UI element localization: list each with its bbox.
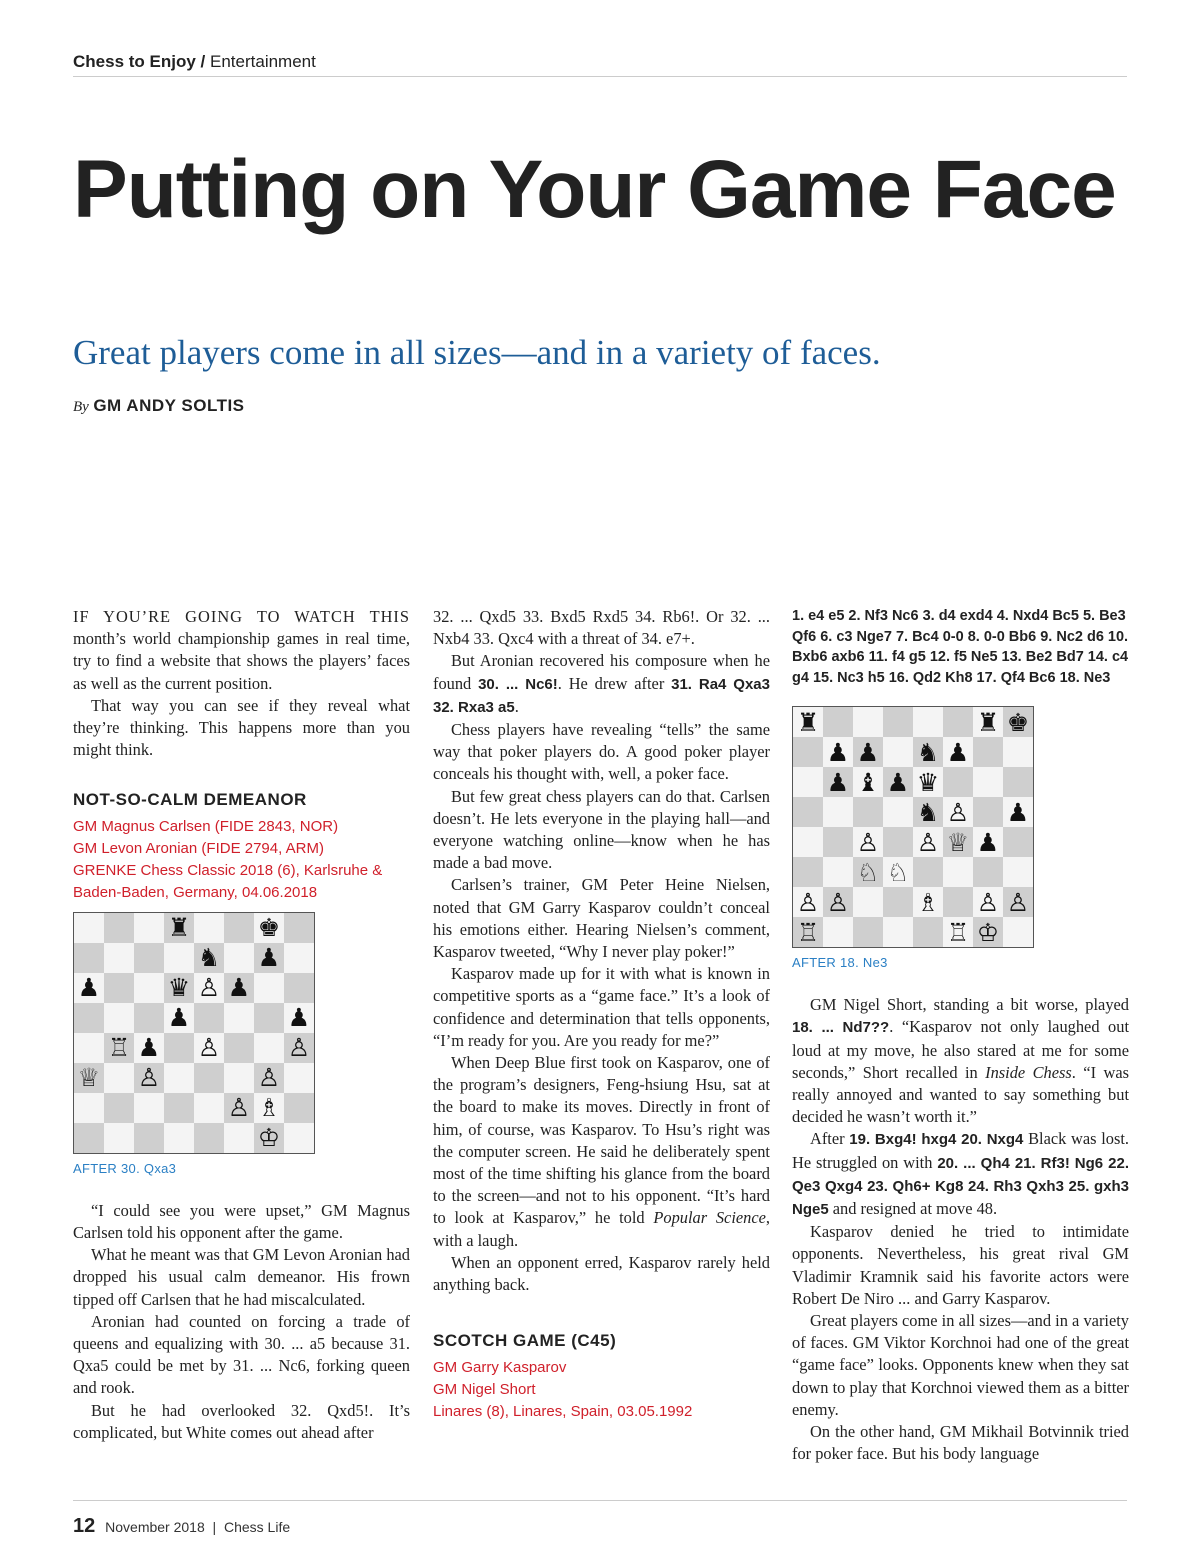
black-rook-icon: ♜ xyxy=(167,913,191,943)
footer-separator: | xyxy=(212,1519,217,1535)
section-name: Chess to Enjoy xyxy=(73,52,196,71)
board-square xyxy=(823,827,853,857)
black-pawn-icon: ♟ xyxy=(287,1003,311,1033)
lead-in: IF YOU’RE GOING TO WATCH THIS xyxy=(73,607,410,626)
paragraph: 32. ... Qxd5 33. Bxd5 Rxd5 34. Rb6!. Or 32. ... Nxb4 33. Qxc4 with a threat of 34. e7+. xyxy=(433,607,770,649)
section-header xyxy=(73,52,1127,77)
paragraph xyxy=(73,606,410,695)
board-square xyxy=(164,913,194,943)
paragraph xyxy=(792,1128,1129,1221)
board-square xyxy=(853,887,883,917)
board-square xyxy=(943,857,973,887)
board-square xyxy=(104,1003,134,1033)
publication-title: Inside Chess xyxy=(985,1062,1072,1082)
board-square xyxy=(194,1093,224,1123)
chess-diagram xyxy=(73,912,315,1154)
board-square xyxy=(254,1093,284,1123)
white-pawn-icon: ♙ xyxy=(826,887,850,917)
board-square xyxy=(284,1123,314,1153)
board-square xyxy=(973,827,1003,857)
board-square xyxy=(104,1123,134,1153)
board-square xyxy=(104,913,134,943)
board-square xyxy=(164,1093,194,1123)
black-pawn-icon: ♟ xyxy=(976,827,1000,857)
board-square xyxy=(883,797,913,827)
board-square xyxy=(913,857,943,887)
black-pawn-icon: ♟ xyxy=(886,767,910,797)
board-square xyxy=(104,1093,134,1123)
board-square xyxy=(164,973,194,1003)
board-square xyxy=(284,913,314,943)
move-text: 18. ... Nd7?? xyxy=(792,1019,890,1037)
column-2 xyxy=(433,606,770,1423)
black-pawn-icon: ♟ xyxy=(227,973,251,1003)
board-square xyxy=(254,1003,284,1033)
white-king-icon: ♔ xyxy=(976,917,1000,947)
black-pawn-icon: ♟ xyxy=(1006,797,1030,827)
board-square xyxy=(973,737,1003,767)
board-square xyxy=(883,707,913,737)
board-square xyxy=(164,1123,194,1153)
board-square xyxy=(1003,737,1033,767)
board-square xyxy=(973,857,1003,887)
board-square xyxy=(913,887,943,917)
white-rook-icon: ♖ xyxy=(107,1033,131,1063)
board-square xyxy=(74,1063,104,1093)
board-square xyxy=(74,1123,104,1153)
board-square xyxy=(793,917,823,947)
white-pawn-icon: ♙ xyxy=(257,1063,281,1093)
paragraph-text: . xyxy=(514,696,519,716)
board-square xyxy=(943,917,973,947)
board-square xyxy=(224,1003,254,1033)
game-heading: SCOTCH GAME (C45) xyxy=(433,1331,617,1351)
board-square xyxy=(943,797,973,827)
board-square xyxy=(194,943,224,973)
black-knight-icon: ♞ xyxy=(916,737,940,767)
paragraph: Great players come in all sizes—and in a variety of faces. GM Viktor Korchnoi had one of the great “game face” looks. Opponents knew when they sat down to play that Korchnoi viewed them as a bitter enemy. xyxy=(792,1311,1129,1419)
board-square xyxy=(823,887,853,917)
board-square xyxy=(913,917,943,947)
white-rook-icon: ♖ xyxy=(946,917,970,947)
paragraph-text: . He drew after xyxy=(557,673,672,693)
board-square xyxy=(973,767,1003,797)
paragraph-text: But Aronian recovered his composure when he found xyxy=(433,651,770,693)
board-square xyxy=(224,913,254,943)
board-square xyxy=(164,1033,194,1063)
paragraph xyxy=(433,650,770,719)
board-square xyxy=(134,1093,164,1123)
paragraph-text: and resigned at move 48. xyxy=(828,1199,998,1219)
board-square xyxy=(823,857,853,887)
black-knight-icon: ♞ xyxy=(916,797,940,827)
white-pawn-icon: ♙ xyxy=(1006,887,1030,917)
board-square xyxy=(134,973,164,1003)
publication-title: Popular Science xyxy=(653,1208,766,1228)
black-king-icon: ♚ xyxy=(1006,707,1030,737)
board-square xyxy=(913,767,943,797)
white-pawn-icon: ♙ xyxy=(796,887,820,917)
diagram-caption: AFTER 18. Ne3 xyxy=(792,955,888,970)
page-number: 12 xyxy=(73,1515,96,1537)
board-square xyxy=(194,1003,224,1033)
move-text: 19. Bxg4! hxg4 20. Nxg4 xyxy=(849,1131,1024,1149)
black-knight-icon: ♞ xyxy=(197,943,221,973)
game-moves: 1. e4 e5 2. Nf3 Nc6 3. d4 exd4 4. Nxd4 Bc5 5. Be3 Qf6 6. c3 Nge7 7. Bc4 0-0 8. 0-0 Bb6 9. Nc2 d6 10. Bxb6 axb6 11. f4 g5 12. f5 Ne5 13. Be2 Bd7 14. c4 g4 15. Nc3 h5 16. Qd2 Kh8 17. Qf4 Bc6 18. Ne3 xyxy=(792,608,1129,686)
board-square xyxy=(793,827,823,857)
paragraph-text: . “Kasparov not only laughed out loud at my move, he also stared at me for some seconds,” Short recalled in xyxy=(792,1017,1129,1082)
paragraph: What he meant was that GM Levon Aronian had dropped his usual calm demeanor. His frown tipped off Carlsen that he had miscalculated. xyxy=(73,1245,410,1309)
game-black-player: GM Nigel Short xyxy=(433,1380,536,1398)
game-black-player: GM Levon Aronian (FIDE 2794, ARM) xyxy=(73,839,324,857)
board-square xyxy=(883,767,913,797)
board-square xyxy=(1003,917,1033,947)
board-square xyxy=(134,1033,164,1063)
board-square xyxy=(254,943,284,973)
section-separator: / xyxy=(200,52,206,71)
board-square xyxy=(284,1063,314,1093)
chess-diagram xyxy=(792,706,1034,948)
board-square xyxy=(284,973,314,1003)
board-square xyxy=(973,797,1003,827)
white-bishop-icon: ♗ xyxy=(916,887,940,917)
black-queen-icon: ♛ xyxy=(167,973,191,1003)
board-square xyxy=(134,1123,164,1153)
board-square xyxy=(943,827,973,857)
black-bishop-icon: ♝ xyxy=(856,767,880,797)
board-square xyxy=(1003,767,1033,797)
board-square xyxy=(1003,887,1033,917)
paragraph: Carlsen’s trainer, GM Peter Heine Nielsen, noted that GM Garry Kasparov couldn’t conceal his emotions either. Hearing Nielsen’s comment, Kasparov tweeted, “Why I never play poker!” xyxy=(433,875,770,962)
board-square xyxy=(943,887,973,917)
board-square xyxy=(284,1093,314,1123)
board-square xyxy=(254,1033,284,1063)
black-pawn-icon: ♟ xyxy=(167,1003,191,1033)
board-square xyxy=(943,767,973,797)
article-subtitle: Great players come in all sizes—and in a variety of faces. xyxy=(73,333,881,372)
board-square xyxy=(913,797,943,827)
section-category: Entertainment xyxy=(210,52,316,71)
white-pawn-icon: ♙ xyxy=(916,827,940,857)
board-square xyxy=(973,917,1003,947)
game-white-player: GM Garry Kasparov xyxy=(433,1358,567,1376)
game-heading: NOT-SO-CALM DEMEANOR xyxy=(73,790,307,810)
column-3 xyxy=(792,606,1129,1465)
board-square xyxy=(853,767,883,797)
move-text: 30. ... Nc6! xyxy=(478,675,558,693)
paragraph: On the other hand, GM Mikhail Botvinnik tried for poker face. But his body language xyxy=(792,1422,1129,1464)
board-square xyxy=(943,707,973,737)
black-pawn-icon: ♟ xyxy=(137,1033,161,1063)
white-pawn-icon: ♙ xyxy=(856,827,880,857)
move-text: 20. ... Qh4 21. Rf3! Ng6 22. Qe3 Qxg4 23. Qh6+ Kg8 24. Rh3 Qxh3 25. gxh3 Nge5 xyxy=(792,1154,1129,1219)
board-square xyxy=(823,737,853,767)
black-rook-icon: ♜ xyxy=(796,707,820,737)
board-square xyxy=(134,1003,164,1033)
byline-prefix: By xyxy=(73,399,89,415)
board-square xyxy=(973,887,1003,917)
board-square xyxy=(1003,857,1033,887)
game-white-player: GM Magnus Carlsen (FIDE 2843, NOR) xyxy=(73,817,339,835)
white-pawn-icon: ♙ xyxy=(287,1033,311,1063)
board-square xyxy=(793,737,823,767)
byline xyxy=(73,395,245,416)
board-square xyxy=(853,857,883,887)
issue-date: November 2018 xyxy=(105,1519,205,1535)
board-square xyxy=(853,737,883,767)
board-square xyxy=(973,707,1003,737)
board-square xyxy=(224,973,254,1003)
paragraph-text: GM Nigel Short, standing a bit worse, played xyxy=(810,995,1129,1015)
author-name: GM ANDY SOLTIS xyxy=(93,396,245,415)
paragraph: Kasparov denied he tried to intimidate opponents. Nevertheless, his great rival GM Vladimir Kramnik said his favorite actors were Robert De Niro ... and Garry Kasparov. xyxy=(792,1222,1129,1308)
board-square xyxy=(104,943,134,973)
board-square xyxy=(74,1093,104,1123)
paragraph: That way you can see if they reveal what they’re thinking. This happens more than you might think. xyxy=(73,695,410,760)
board-square xyxy=(823,917,853,947)
board-square xyxy=(134,1063,164,1093)
board-square xyxy=(913,737,943,767)
paragraph xyxy=(792,994,1129,1128)
article-title: Putting on Your Game Face xyxy=(73,144,1116,235)
board-square xyxy=(913,827,943,857)
board-square xyxy=(194,1123,224,1153)
diagram-caption: AFTER 30. Qxa3 xyxy=(73,1160,177,1176)
paragraph-text: Black was lost. He struggled on with xyxy=(792,1129,1129,1172)
white-pawn-icon: ♙ xyxy=(137,1063,161,1093)
board-square xyxy=(883,857,913,887)
board-square xyxy=(104,1063,134,1093)
board-square xyxy=(793,887,823,917)
board-square xyxy=(853,917,883,947)
board-square xyxy=(164,1063,194,1093)
white-queen-icon: ♕ xyxy=(77,1063,101,1093)
board-square xyxy=(164,943,194,973)
paragraph-text: , with a laugh. xyxy=(433,1208,770,1250)
board-square xyxy=(793,857,823,887)
paragraph-text: . “I was really annoyed and wanted to say something but decided he wasn’t worth it.” xyxy=(792,1062,1129,1127)
move-text: 31. Ra4 Qxa3 32. Rxa3 a5 xyxy=(433,675,770,716)
black-pawn-icon: ♟ xyxy=(826,767,850,797)
board-square xyxy=(194,1063,224,1093)
board-square xyxy=(883,827,913,857)
board-square xyxy=(224,1033,254,1063)
white-pawn-icon: ♙ xyxy=(976,887,1000,917)
white-pawn-icon: ♙ xyxy=(227,1093,251,1123)
game-event: GRENKE Chess Classic 2018 (6), Karlsruhe & Baden-Baden, Germany, 04.06.2018 xyxy=(73,861,383,901)
board-square xyxy=(224,1123,254,1153)
board-square xyxy=(1003,707,1033,737)
black-pawn-icon: ♟ xyxy=(946,737,970,767)
board-square xyxy=(853,707,883,737)
board-square xyxy=(853,827,883,857)
black-rook-icon: ♜ xyxy=(976,707,1000,737)
white-pawn-icon: ♙ xyxy=(197,973,221,1003)
board-square xyxy=(254,1123,284,1153)
paragraph: But few great chess players can do that. Carlsen doesn’t. He lets everyone in the playing hall—and everyone watching online—know when he has made a bad move. xyxy=(433,786,770,873)
board-square xyxy=(284,943,314,973)
board-square xyxy=(823,707,853,737)
board-square xyxy=(194,973,224,1003)
white-knight-icon: ♘ xyxy=(856,857,880,887)
white-queen-icon: ♕ xyxy=(946,827,970,857)
white-knight-icon: ♘ xyxy=(886,857,910,887)
board-square xyxy=(224,1093,254,1123)
board-square xyxy=(883,737,913,767)
paragraph-text: After xyxy=(810,1129,850,1149)
board-square xyxy=(74,913,104,943)
board-square xyxy=(104,1033,134,1063)
board-square xyxy=(853,797,883,827)
black-pawn-icon: ♟ xyxy=(77,973,101,1003)
white-king-icon: ♔ xyxy=(257,1123,281,1153)
board-square xyxy=(793,767,823,797)
paragraph: Aronian had counted on forcing a trade of queens and equalizing with 30. ... a5 because 31. Qxa5 could be met by 31. ... Nc6, forking queen and rook. xyxy=(73,1311,410,1398)
paragraph: “I could see you were upset,” GM Magnus Carlsen told his opponent after the game. xyxy=(73,1200,410,1243)
black-pawn-icon: ♟ xyxy=(257,943,281,973)
black-pawn-icon: ♟ xyxy=(856,737,880,767)
paragraph: Kasparov made up for it with what is known in competitive sports as a “game face.” It’s a look of confidence and determination that tells opponents, “I’m ready for you. Are you ready for me?” xyxy=(433,964,770,1050)
board-square xyxy=(793,797,823,827)
board-square xyxy=(134,913,164,943)
magazine-name: Chess Life xyxy=(223,1519,291,1535)
paragraph-text: month’s world championship games in real time, try to find a website that shows the players’ faces as well as the current position. xyxy=(73,629,410,693)
white-pawn-icon: ♙ xyxy=(946,797,970,827)
board-square xyxy=(74,1003,104,1033)
board-square xyxy=(254,1063,284,1093)
page-footer xyxy=(73,1500,1127,1538)
paragraph: But he had overlooked 32. Qxd5!. It’s complicated, but White comes out ahead after xyxy=(73,1400,410,1442)
board-square xyxy=(883,887,913,917)
board-square xyxy=(254,973,284,1003)
black-pawn-icon: ♟ xyxy=(826,737,850,767)
board-square xyxy=(284,1033,314,1063)
board-square xyxy=(224,1063,254,1093)
white-bishop-icon: ♗ xyxy=(257,1093,281,1123)
board-square xyxy=(943,737,973,767)
black-king-icon: ♚ xyxy=(257,913,281,943)
board-square xyxy=(224,943,254,973)
board-square xyxy=(793,707,823,737)
board-square xyxy=(1003,797,1033,827)
board-square xyxy=(134,943,164,973)
paragraph xyxy=(433,1052,770,1252)
board-square xyxy=(194,1033,224,1063)
game-event: Linares (8), Linares, Spain, 03.05.1992 xyxy=(433,1402,693,1420)
board-square xyxy=(74,1033,104,1063)
board-square xyxy=(913,707,943,737)
board-square xyxy=(823,767,853,797)
board-square xyxy=(284,1003,314,1033)
board-square xyxy=(254,913,284,943)
board-square xyxy=(194,913,224,943)
board-square xyxy=(104,973,134,1003)
board-square xyxy=(823,797,853,827)
board-square xyxy=(164,1003,194,1033)
white-rook-icon: ♖ xyxy=(796,917,820,947)
paragraph: Chess players have revealing “tells” the same way that poker players do. A good poker player conceals his thought with, well, a poker face. xyxy=(433,720,770,784)
column-1 xyxy=(73,606,410,1444)
board-square xyxy=(74,973,104,1003)
paragraph: When an opponent erred, Kasparov rarely held anything back. xyxy=(433,1252,770,1295)
board-square xyxy=(883,917,913,947)
board-square xyxy=(1003,827,1033,857)
board-square xyxy=(74,943,104,973)
black-queen-icon: ♛ xyxy=(916,767,940,797)
white-pawn-icon: ♙ xyxy=(197,1033,221,1063)
paragraph-text: When Deep Blue first took on Kasparov, one of the program’s designers, Feng-hsiung Hsu, sat at the board to make its moves. Directly in front of him, of course, was Kasparov. To Hsu’s right was the computer screen. He said he deliberately spent most of the time shifting his glance from the board to the screen—and not to his opponent. “It’s hard to look at Kasparov,” he told xyxy=(433,1053,770,1228)
